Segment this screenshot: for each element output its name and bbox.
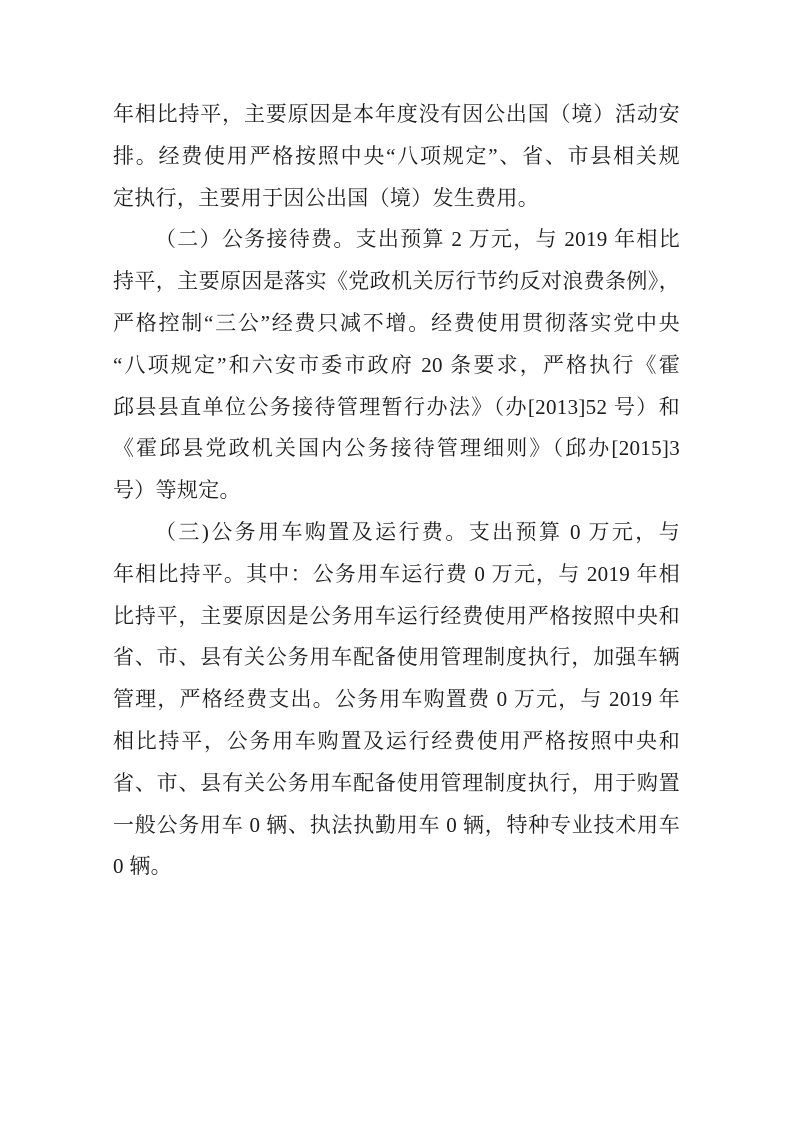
text-line: 0 辆。 <box>113 854 172 879</box>
text-line: 持平，主要原因是落实《党政机关厉行节约反对浪费条例》， <box>113 269 680 294</box>
text-line: （三)公务用车购置及运行费。支出预算 0 万元，与 <box>155 519 680 544</box>
text-line: 省、市、县有关公务用车配备使用管理制度执行，加强车辆 <box>113 645 680 670</box>
text-line: 管理，严格经费支出。公务用车购置费 0 万元，与 2019 年 <box>113 687 680 712</box>
text-line: （二）公务接待费。支出预算 2 万元，与 2019 年相比 <box>155 227 680 252</box>
text-line: 年相比持平，主要原因是本年度没有因公出国（境）活动安 <box>113 102 680 126</box>
text-line: 严格控制“三公”经费只减不增。经费使用贯彻落实党中央 <box>113 310 680 335</box>
text-line: 一般公务用车 0 辆、执法执勤用车 0 辆，特种专业技术用车 <box>113 812 680 837</box>
text-line: 号）等规定。 <box>113 478 241 503</box>
text-line: 邱县县直单位公务接待管理暂行办法》（办[2013]52 号）和 <box>113 394 680 419</box>
paragraph-continuation <box>113 94 680 219</box>
text-line: 排。经费使用严格按照中央“八项规定”、省、市县相关规 <box>113 143 680 168</box>
document-text-block <box>113 94 680 888</box>
text-line: 《霍邱县党政机关国内公务接待管理细则》（邱办[2015]3 <box>113 436 680 461</box>
text-line: 年相比持平。其中：公务用车运行费 0 万元，与 2019 年相 <box>113 561 680 586</box>
text-line: 定执行，主要用于因公出国（境）发生费用。 <box>113 185 539 210</box>
text-line: 省、市、县有关公务用车配备使用管理制度执行，用于购置 <box>113 770 680 795</box>
paragraph-official-reception-fee <box>113 219 680 512</box>
text-line: 比持平，主要原因是公务用车运行经费使用严格按照中央和 <box>113 603 680 628</box>
text-line: “八项规定”和六安市委市政府 20 条要求，严格执行《霍 <box>113 352 680 377</box>
text-line: 相比持平，公务用车购置及运行经费使用严格按照中央和 <box>113 728 680 753</box>
paragraph-official-vehicle-fee <box>113 512 680 888</box>
